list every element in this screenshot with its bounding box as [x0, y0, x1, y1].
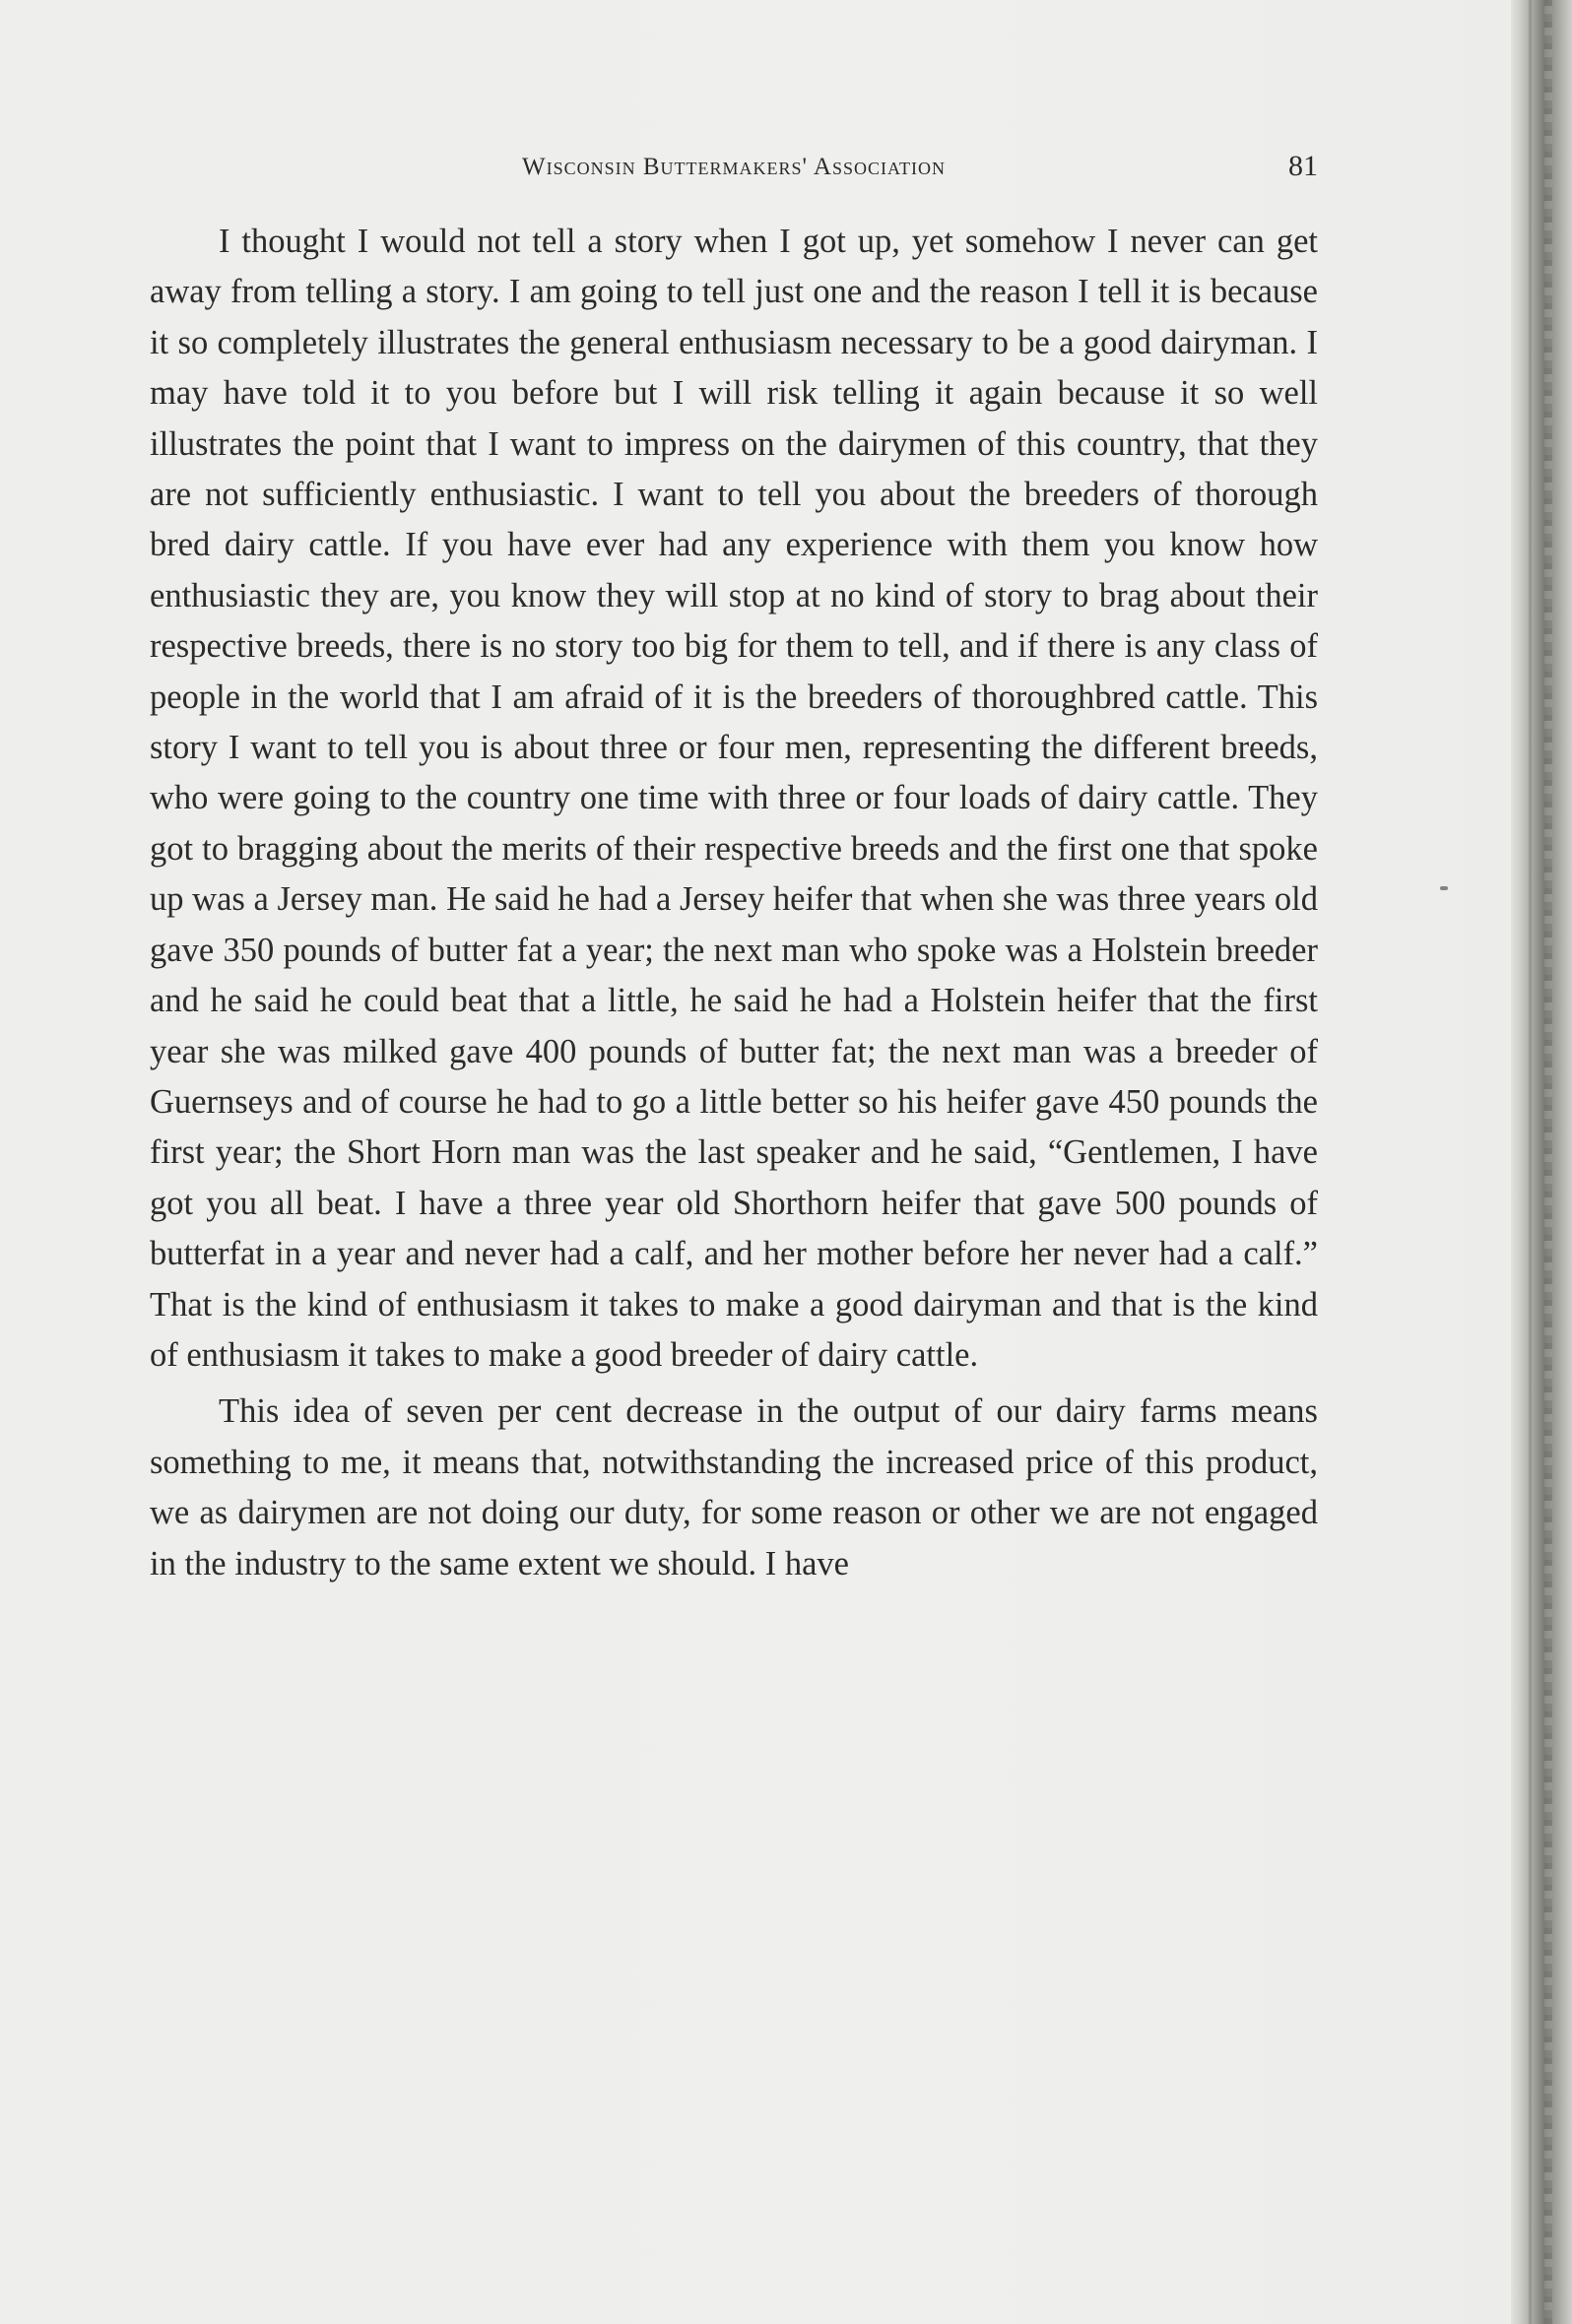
binding-gutter [1511, 0, 1572, 2324]
running-head [150, 148, 1318, 191]
paragraph-2: This idea of seven per cent decrease in the output of our dairy farms means something to me, it means that, notwithstanding the increased price of this product, we as dairymen are not doing our duty, for some reason or other we are not engaged in the industry to the same extent we should. I have [150, 1392, 1318, 1582]
running-title: Wisconsin Buttermakers' Association [522, 154, 946, 180]
page-number: 81 [1288, 150, 1318, 182]
ink-speck [1440, 886, 1448, 890]
paragraph-1: I thought I would not tell a story when I got up, yet somehow I never can get away from telling a story. I am going to tell just one and the reason I tell it is because it so completely illustrates the general enthusiasm necessary to be a good dairyman. I may have told it to you before but I will risk telling it again because it so well illustrates the point that I want to impress on the dairymen of this country, that they are not sufficiently enthusiastic. I want to tell you about the breeders of thorough bred dairy cattle. If you have ever had any experience with them you know how enthusiastic they are, you know they will stop at no kind of story to brag about their respective breeds, there is no story too big for them to tell, and if there is any class of people in the world that I am afraid of it is the breeders of thoroughbred cattle. This story I want to tell you is about three or four men, representing the different breeds, who were going to the country one time with three or four loads of dairy cattle. They got to bragging about the merits of their respective breeds and the first one that spoke up was a Jersey man. He said he had a Jersey heifer that when she was three years old gave 350 pounds of butter fat a year; the next man who spoke was a Holstein breeder and he said he could beat that a little, he said he had a Holstein heifer that the first year she was milked gave 400 pounds of butter fat; the next man was a breeder of Guernseys and of course he had to go a little better so his heifer gave 450 pounds the first year; the Short Horn man was the last speaker and he said, “Gentlemen, I have got you all beat. I have a three year old Shorthorn heifer that gave 500 pounds of butterfat in a year and never had a calf, and her mother before her never had a calf.” That is the kind of enthusiasm it takes to make a good dairyman and that is the kind of enthusiasm it takes to make a good breeder of dairy cattle. [150, 223, 1318, 1374]
body-text [150, 217, 1318, 1589]
